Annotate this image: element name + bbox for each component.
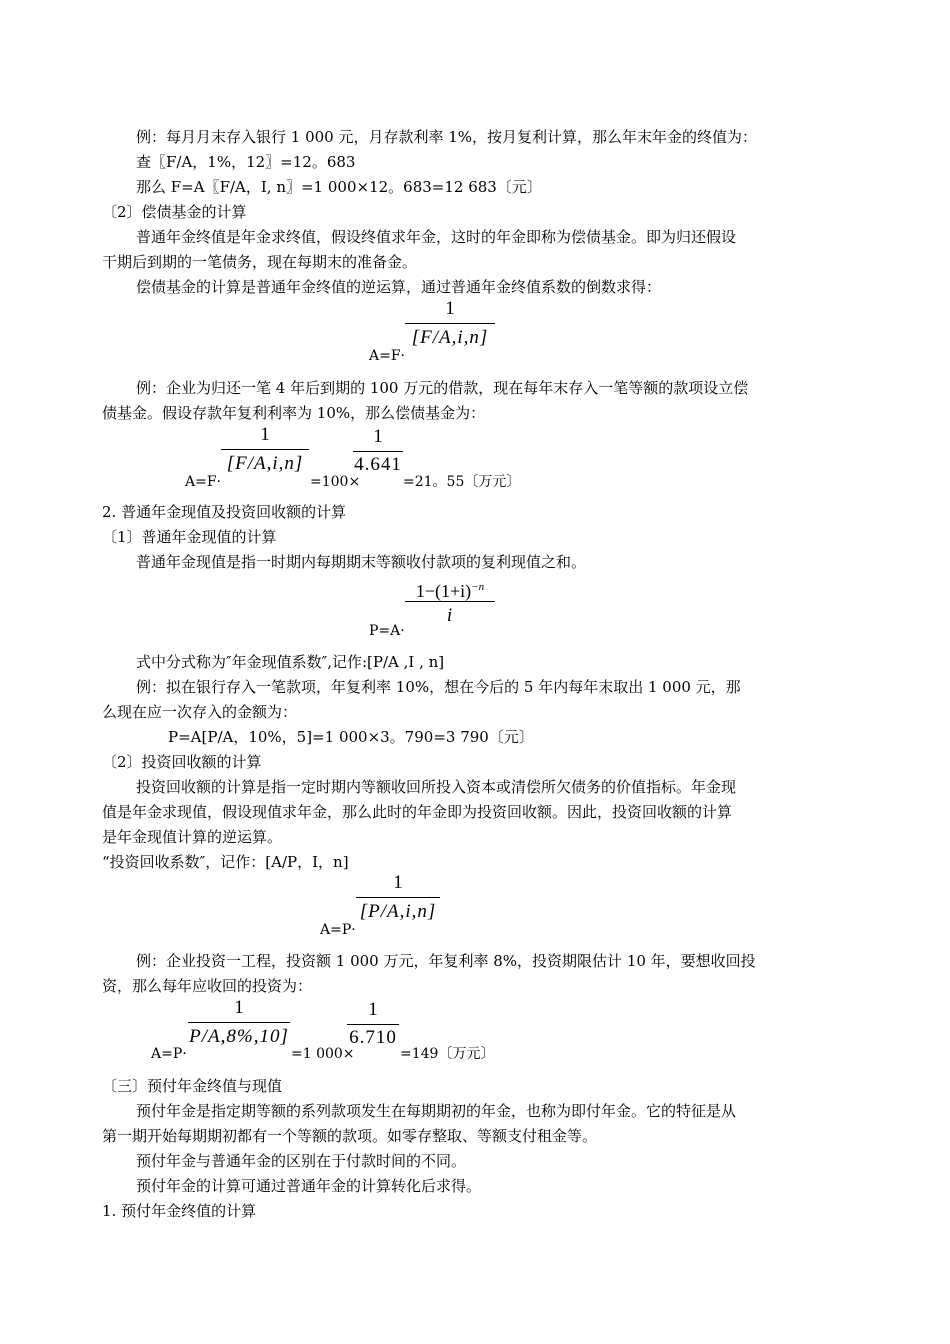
text-line: 例：拟在银行存入一笔款项，年复利率 10%，想在今后的 5 年内每年末取出 1 000 元，那 [136,678,741,696]
section-heading: 〔三〕预付年金终值与现值 [102,1077,283,1095]
text-line: 偿债基金的计算是普通年金终值的逆运算，通过普通年金终值系数的倒数求得： [136,278,662,296]
fraction-denominator: [F/A,i,n] [226,453,304,474]
text-line: 预付年金与普通年金的区别在于付款时间的不同。 [136,1152,467,1170]
fraction-denominator: 6.710 [349,1027,397,1048]
fraction-bar [405,601,495,602]
text-line: 值是年金求现值，假设现值求年金，那么此时的年金即为投资回收额。因此，投资回收额的计算 [102,803,733,821]
text-line: 预付年金的计算可通过普通年金的计算转化后求得。 [136,1177,482,1195]
text-line: 是年金现值计算的逆运算。 [102,828,283,846]
fraction-denominator: i [446,605,454,626]
fraction-numerator: 1 [260,424,270,445]
formula-mid: =100× [310,474,361,490]
text-line: 干期后到期的一笔债务，现在每期末的准备金。 [102,253,418,271]
fraction-bar [347,1024,399,1025]
formula-mid: =1 000× [291,1046,355,1062]
fraction-numerator: 1 [373,426,383,447]
text-line: 例：企业为归还一笔 4 年后到期的 100 万元的借款，现在每年末存入一笔等额的款项设立偿 [136,379,749,397]
fraction-bar [356,897,440,898]
section-heading: 2. 普通年金现值及投资回收额的计算 [102,503,347,521]
fraction-denominator: P/A,8%,10] [189,1026,289,1047]
fraction-denominator: [P/A,i,n] [359,901,437,922]
fraction-bar [188,1022,290,1023]
text-line: 么现在应一次存入的金额为： [102,703,298,721]
text-line: 第一期开始每期期初都有一个等额的款项。如零存整取、等额支付租金等。 [102,1127,598,1145]
text-line: 债基金。假设存款年复利利率为 10%，那么偿债基金为： [102,404,486,422]
numerator-base: 1−(1+i) [415,581,472,601]
fraction-numerator: 1 [393,872,403,893]
text-line: “投资回收系数″，记作：[A/P，I，n] [102,853,349,871]
fraction-bar [353,451,403,452]
fraction-numerator: 1 [368,999,378,1020]
fraction [188,997,290,1057]
fraction-numerator: 1 [445,298,455,319]
section-heading: 〔2〕投资回收额的计算 [102,753,262,771]
formula-rhs: =21。55〔万元〕 [403,474,521,490]
fraction-numerator: 1 [234,997,244,1018]
text-line: 普通年金终值是年金求终值，假设终值求年金，这时的年金即称为偿债基金。即为归还假设 [136,228,737,246]
fraction-bar [405,323,495,324]
fraction [221,424,309,484]
text-line: 式中分式称为″年金现值系数″,记作:[P/A ,I , n] [136,653,445,671]
text-line: 例：企业投资一工程，投资额 1 000 万元，年复利率 8%，投资期限估计 10 年，要想收回投 [136,952,756,970]
formula-lhs: P=A· [369,623,405,639]
fraction-numerator [405,576,495,602]
fraction-denominator: 4.641 [354,454,402,475]
section-heading: 〔2〕偿债基金的计算 [102,203,247,221]
fraction-denominator: [F/A,i,n] [411,327,489,348]
text-line: 资，那么每年应收回的投资为： [102,977,313,995]
fraction [405,576,495,632]
text-line: 例：每月月末存入银行 1 000 元，月存款利率 1%，按月复利计算，那么年末年金的终值为： [136,128,758,146]
section-heading: 〔1〕普通年金现值的计算 [102,528,277,546]
formula-lhs: A=P· [320,922,356,938]
fraction [353,426,403,486]
formula-lhs: A=F· [369,348,406,364]
fraction [356,872,440,932]
fraction-bar [221,449,309,450]
text-line: 投资回收额的计算是指一定时期内等额收回所投入资本或清偿所欠债务的价值指标。年金现 [136,778,737,796]
formula-rhs: =149〔万元〕 [400,1046,495,1062]
fraction [405,298,495,358]
formula-lhs: A=F· [185,474,222,490]
text-line: 查〖F/A，1%，12〗=12。683 [136,153,356,171]
text-line: 那么 F=A〖F/A，I, n〗=1 000×12。683=12 683〔元〕 [136,178,542,196]
fraction [347,999,399,1059]
formula-lhs: A=P· [151,1046,187,1062]
text-line: 普通年金现值是指一时期内每期期末等额收付款项的复利现值之和。 [136,553,587,571]
text-line: 预付年金是指定期等额的系列款项发生在每期期初的年金，也称为即付年金。它的特征是从 [136,1102,737,1120]
section-heading: 1. 预付年金终值的计算 [102,1202,257,1220]
text-line: P=A[P/A，10%，5]=1 000×3。790=3 790〔元〕 [168,728,534,746]
numerator-exponent: −n [471,581,485,593]
